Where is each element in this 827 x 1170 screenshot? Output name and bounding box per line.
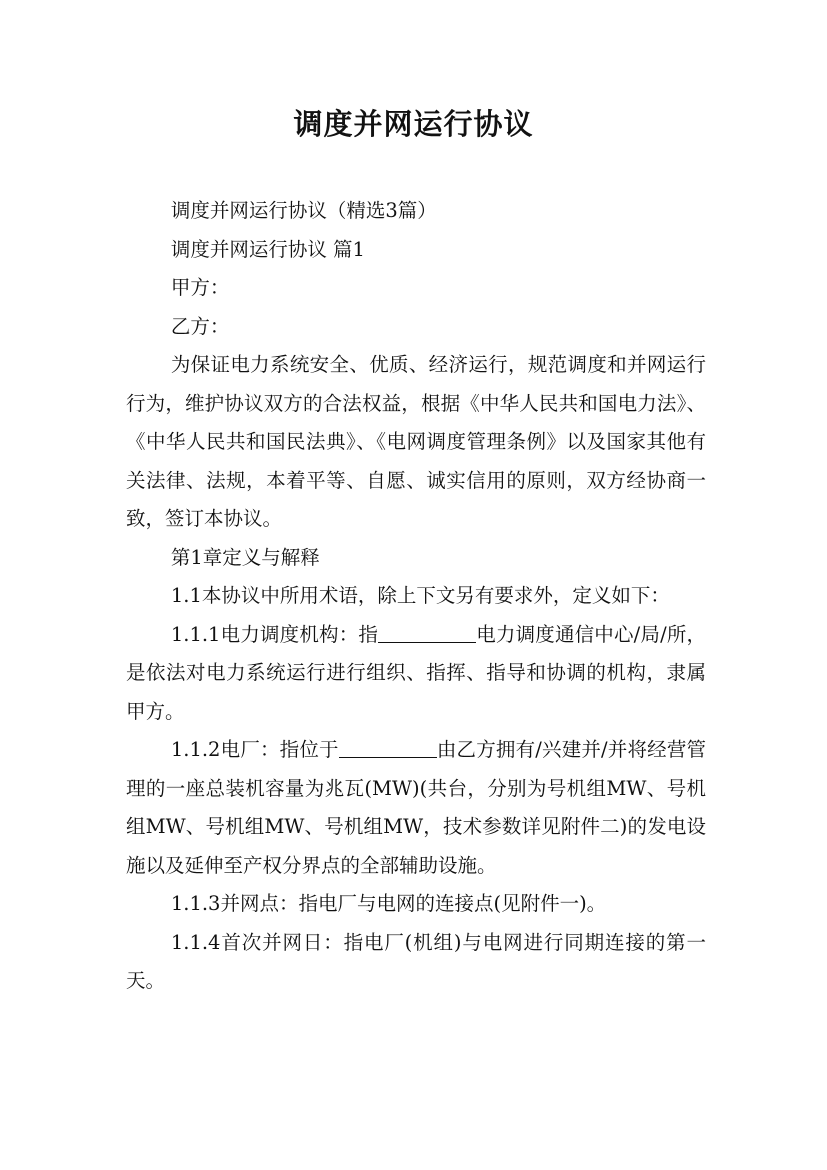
clause-1-1-1-text-before: 1.1.1电力调度机构：指 xyxy=(170,622,379,646)
clause-1-1-2 xyxy=(126,731,706,885)
clause-1-1-4: 1.1.4首次并网日：指电厂(机组)与电网进行同期连接的第一天。 xyxy=(126,930,706,992)
clause-1-1-1-text-after: 电力调度通信中心/局/所，是依法对电力系统运行进行组织、指挥、指导和协调的机构，隶属甲方。 xyxy=(126,622,707,723)
document-body xyxy=(126,192,706,1001)
party-b-line: 乙方： xyxy=(170,314,230,338)
party-a-line: 甲方： xyxy=(170,276,230,299)
chapter-1-heading: 第1章定义与解释 xyxy=(170,545,320,569)
preamble-paragraph: 为保证电力系统安全、优质、经济运行，规范调度和并网运行行为，维护协议双方的合法权益，根据《中华人民共和国电力法》、《中华人民共和国民法典》、《电网调度管理条例》以及国家其他有关法律、法规，本着平等、自愿、诚实信用的原则，双方经协商一致，签订本协议。 xyxy=(126,353,706,530)
article-heading: 调度并网运行协议 篇1 xyxy=(170,237,365,261)
subtitle-paragraph: 调度并网运行协议（精选3篇） xyxy=(170,199,437,222)
clause-1-1-3: 1.1.3并网点：指电厂与电网的连接点(见附件一)。 xyxy=(170,892,607,915)
fill-in-blank-line xyxy=(378,622,476,643)
document-title: 调度并网运行协议 xyxy=(293,107,534,141)
clause-1-1-2-text-after: 由乙方拥有/兴建并/并将经营管理的一座总装机容量为兆瓦(MW)(共台，分别为号机组MW、号机组MW、号机组MW、号机组MW，技术参数详见附件二)的发电设施以及延伸至产权分界点的全部辅助设施。 xyxy=(126,738,706,877)
clause-1-1-1 xyxy=(126,616,706,732)
clause-1-1-2-text-before: 1.1.2电厂：指位于 xyxy=(170,738,339,761)
clause-1-1: 1.1本协议中所用术语，除上下文另有要求外，定义如下： xyxy=(170,584,670,607)
fill-in-blank-line xyxy=(339,737,437,758)
